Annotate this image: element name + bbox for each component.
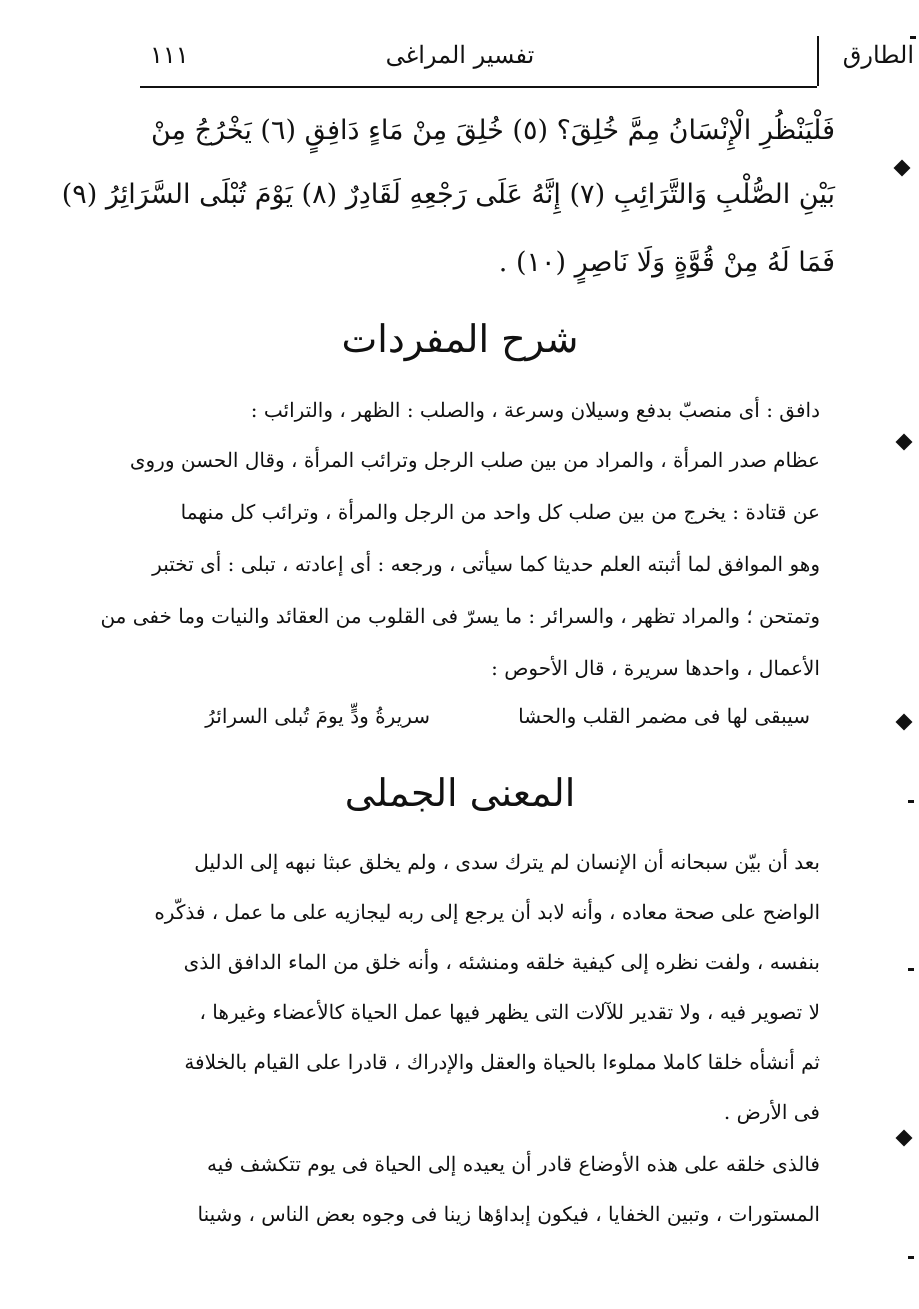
text-line: الأعمال ، واحدها سريرة ، قال الأحوص : [491,656,820,680]
text-line: لا تصوير فيه ، ولا تقدير للآلات التى يظهر فيها عمل الحياة كالأعضاء وغيرها ، [199,1000,820,1024]
scan-mark [896,1130,913,1147]
verse-line: بَيْنِ الصُّلْبِ وَالتَّرَائِبِ (٧) إِنَّهُ عَلَى رَجْعِهِ لَقَادِرٌ (٨) يَوْمَ تُبْلَى السَّرَائِرُ (٩) [61,179,835,210]
page-number: ١١١ [150,41,189,69]
text-line: وهو الموافق لما أثبته العلم حديثا كما سيأتى ، ورجعه : أى إعادته ، تبلى : أى تختبر [152,552,820,576]
section-title: شرح المفردات [341,317,579,361]
verse-line: فَمَا لَهُ مِنْ قُوَّةٍ وَلَا نَاصِرٍ (١٠) . [498,247,835,278]
poem-hemistich: سريرةُ ودٍّ يومَ تُبلى السرائرُ [205,704,430,728]
text-line: دافق : أى منصبّ بدفع وسيلان وسرعة ، والصلب : الظهر ، والترائب : [250,398,820,422]
scan-mark [894,160,911,177]
scan-mark [910,36,916,39]
scan-mark [896,714,913,731]
section-title: المعنى الجملى [344,771,576,815]
book-title: تفسير المراغى [385,41,535,69]
scan-mark [908,968,914,971]
poem-hemistich: سيبقى لها فى مضمر القلب والحشا [518,704,810,728]
header-rule [140,86,817,88]
surah-name: الطارق [842,41,914,69]
text-line: فالذى خلقه على هذه الأوضاع قادر أن يعيده إلى الحياة فى يوم تتكشف فيه [207,1152,820,1176]
text-line: عن قتادة : يخرج من بين صلب كل واحد من الرجل والمرأة ، وترائب كل منهما [180,500,820,524]
scan-mark [908,1256,914,1259]
text-line: المستورات ، وتبين الخفايا ، فيكون إبداؤها زينا فى وجوه بعض الناس ، وشينا [197,1202,820,1226]
verse-line: فَلْيَنْظُرِ الْإِنْسَانُ مِمَّ خُلِقَ؟ (٥) خُلِقَ مِنْ مَاءٍ دَافِقٍ (٦) يَخْرُجُ مِنْ [150,115,835,146]
scan-mark [896,434,913,451]
text-line: بعد أن بيّن سبحانه أن الإنسان لم يترك سدى ، ولم يخلق عبثا نبهه إلى الدليل [194,850,820,874]
text-line: الواضح على صحة معاده ، وأنه لابد أن يرجع إلى ربه ليجازيه على ما عمل ، فذكّره [154,900,820,924]
text-line: بنفسه ، ولفت نظره إلى كيفية خلقه ومنشئه ، وأنه خلق من الماء الدافق الذى [183,950,820,974]
text-line: وتمتحن ؛ والمراد تظهر ، والسرائر : ما يسرّ فى القلوب من العقائد والنيات وما خفى من [100,604,820,628]
text-line: عظام صدر المرأة ، والمراد من بين صلب الرجل وترائب المرأة ، وقال الحسن وروى [129,448,820,472]
scan-mark [908,800,914,803]
text-line: ثم أنشأه خلقا كاملا مملوءا بالحياة والعقل والإدراك ، قادرا على القيام بالخلافة [184,1050,820,1074]
header-bracket [817,36,819,86]
text-line: فى الأرض . [723,1100,820,1124]
